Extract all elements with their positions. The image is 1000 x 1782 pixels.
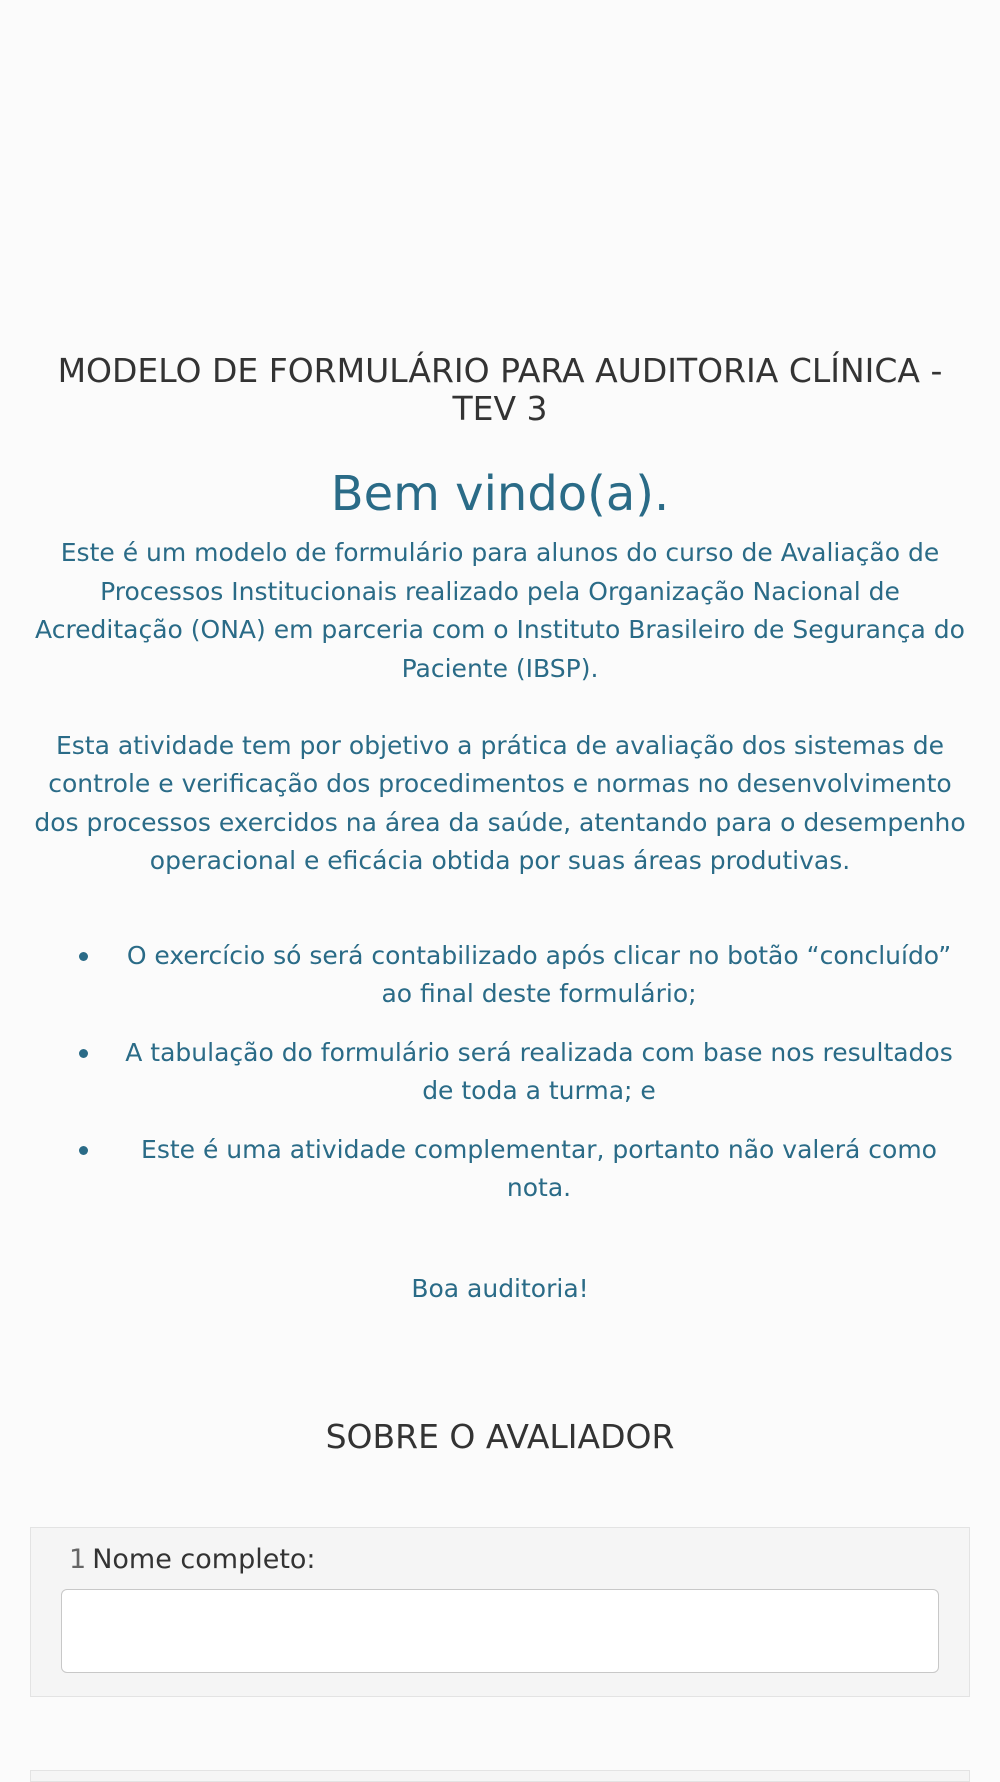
question-label [69,1542,316,1578]
question-number: 1 [69,1544,87,1575]
list-item-text: O exercício só será contabilizado após clicar no botão “concluído” ao final deste formulário; [126,940,952,1008]
paragraph-spacer [30,688,970,727]
bullet-icon [79,952,88,961]
list-item [30,1131,970,1208]
closing-message: Boa auditoria! [411,1273,589,1303]
welcome-heading: Bem vindo(a). [330,466,670,522]
welcome-message [30,462,970,1308]
list-item [30,1034,970,1111]
instructions-list [30,937,970,1208]
list-item [30,937,970,1014]
list-item-text: Este é uma atividade complementar, portanto não valerá como nota. [141,1134,937,1202]
welcome-paragraph-objective: Esta atividade tem por objetivo a prática de avaliação dos sistemas de controle e verificação dos procedimentos e normas no desenvolvimento dos processos exercidos na área da saúde, atentando para o desempenho operacional e eficácia obtida por suas áreas produtivas. [34,730,966,875]
question-card-name [30,1527,970,1697]
bullet-icon [79,1146,88,1155]
bullet-icon [79,1049,88,1058]
survey-title: MODELO DE FORMULÁRIO PARA AUDITORIA CLÍNICA - TEV 3 [57,351,943,428]
next-question-card [30,1770,970,1782]
full-name-input[interactable] [61,1589,939,1673]
welcome-paragraph-intro: Este é um modelo de formulário para alunos do curso de Avaliação de Processos Institucionais realizado pela Organização Nacional de Acreditação (ONA) em parceria com o Instituto Brasileiro de Segurança do Paciente (IBSP). [35,538,965,683]
list-item-text: A tabulação do formulário será realizada com base nos resultados de toda a turma; e [125,1037,953,1105]
question-text: Nome completo: [92,1544,316,1575]
section-title: SOBRE O AVALIADOR [325,1417,675,1456]
